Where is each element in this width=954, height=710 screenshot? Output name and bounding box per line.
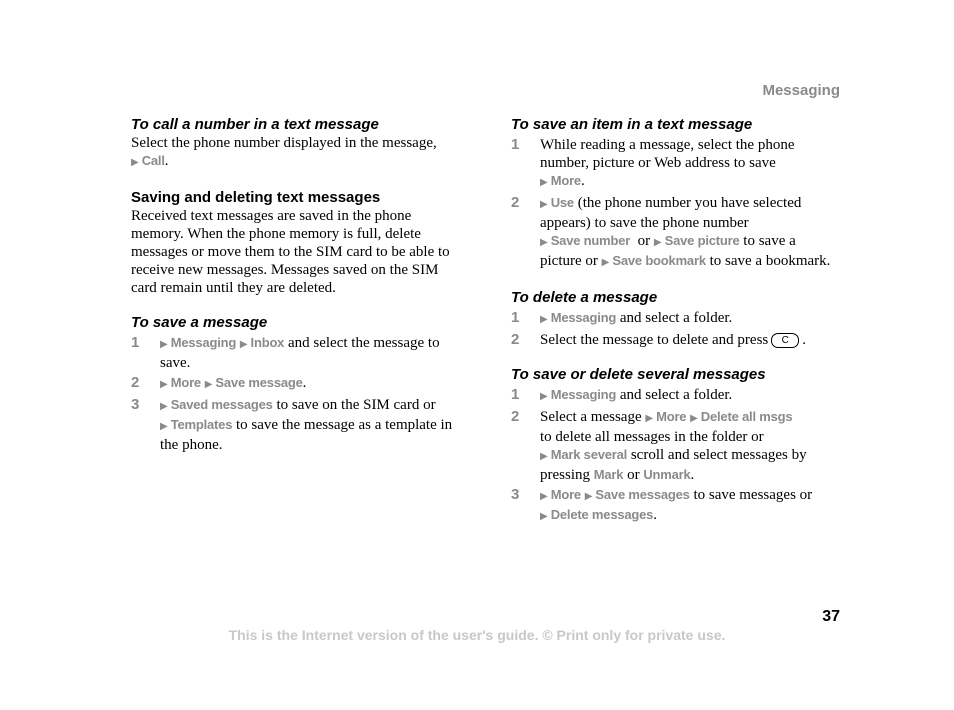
step-number: 2 (511, 331, 520, 348)
right-arrow-icon: ▶ (540, 199, 548, 210)
menu-key: Call (141, 153, 165, 168)
page-number: 37 (822, 608, 840, 625)
section-title: To call a number in a text message (131, 116, 379, 133)
right-arrow-icon: ▶ (131, 157, 139, 168)
menu-key: Save messages (595, 487, 690, 502)
menu-key: Use (550, 195, 574, 210)
right-column (511, 115, 841, 526)
section-title: To delete a message (511, 289, 658, 306)
step-number: 1 (131, 334, 140, 351)
step: 2 ▶ More ▶ Save message. (131, 374, 307, 391)
right-arrow-icon: ▶ (204, 379, 213, 390)
menu-key: More (550, 173, 581, 188)
menu-key: Templates (170, 417, 233, 432)
right-arrow-icon: ▶ (540, 237, 548, 248)
step: 1 ▶ Messaging and select a folder. (511, 309, 733, 326)
menu-key: Messaging (550, 387, 617, 402)
menu-key: Delete messages (550, 507, 654, 522)
right-arrow-icon: ▶ (540, 491, 548, 502)
paragraph: Select the phone number displayed in the message, ▶ Call. (131, 135, 437, 169)
step-number: 2 (511, 408, 520, 425)
menu-key: Mark (593, 467, 624, 482)
section-title: To save or delete several messages (511, 366, 766, 383)
step: 2 ▶ Use (the phone number you have selected appears) to save the phone number ▶ Save number or ▶ Save picture to save a picture or ▶ Save bookmark to save a bookmark. (511, 194, 831, 269)
step-number: 1 (511, 309, 520, 326)
menu-key: More (656, 409, 687, 424)
step: 1 ▶ Messaging and select a folder. (511, 386, 733, 403)
right-arrow-icon: ▶ (645, 413, 654, 424)
menu-key: Mark several (550, 447, 628, 462)
menu-key: Save picture (664, 233, 740, 248)
right-arrow-icon: ▶ (690, 413, 698, 424)
menu-key: Messaging (550, 310, 617, 325)
right-arrow-icon: ▶ (160, 339, 168, 350)
footer-notice: This is the Internet version of the user's guide. © Print only for private use. (228, 627, 726, 643)
running-header: Messaging (762, 82, 840, 99)
step-number: 2 (511, 194, 520, 211)
right-arrow-icon: ▶ (653, 237, 662, 248)
menu-key: Inbox (250, 335, 285, 350)
right-arrow-icon: ▶ (160, 379, 168, 390)
step-number: 2 (131, 374, 140, 391)
left-column (131, 115, 461, 454)
step-number: 1 (511, 136, 520, 153)
c-key-icon: C (771, 333, 799, 348)
right-arrow-icon: ▶ (584, 491, 593, 502)
menu-key: More (170, 375, 201, 390)
menu-key: Save number (550, 233, 631, 248)
paragraph: Received text messages are saved in the phone memory. When the phone memory is full, delete messages or move them to the SIM card to be able to receive new messages. Messages saved on the SIM card remain until they are deleted. (131, 208, 450, 296)
section-title: Saving and deleting text messages (131, 189, 381, 206)
right-arrow-icon: ▶ (540, 451, 548, 462)
right-arrow-icon: ▶ (540, 314, 548, 325)
right-arrow-icon: ▶ (160, 421, 168, 432)
right-arrow-icon: ▶ (540, 177, 548, 188)
menu-key: Unmark (643, 467, 691, 482)
menu-key: Delete all msgs (700, 409, 793, 424)
step-number: 3 (511, 486, 520, 503)
step-number: 1 (511, 386, 520, 403)
step: 3 ▶ Saved messages to save on the SIM card or ▶ Templates to save the message as a template in the phone. (131, 396, 453, 453)
right-arrow-icon: ▶ (540, 391, 548, 402)
menu-key: More (550, 487, 581, 502)
menu-key: Messaging (170, 335, 237, 350)
step: 3 ▶ More ▶ Save messages to save messages or ▶ Delete messages. (511, 486, 813, 523)
menu-key: Saved messages (170, 397, 273, 412)
right-arrow-icon: ▶ (160, 401, 168, 412)
step: 2 Select the message to delete and press C . (511, 331, 807, 348)
right-arrow-icon: ▶ (601, 257, 610, 268)
step: 1 While reading a message, select the phone number, picture or Web address to save ▶ More. (511, 136, 795, 189)
menu-key: Save message (215, 375, 303, 390)
section-title: To save a message (131, 314, 268, 331)
step: 1 ▶ Messaging ▶ Inbox and select the message to save. (131, 334, 440, 371)
right-arrow-icon: ▶ (239, 339, 248, 350)
section-title: To save an item in a text message (511, 116, 753, 133)
step-number: 3 (131, 396, 140, 413)
menu-key: Save bookmark (612, 253, 706, 268)
right-arrow-icon: ▶ (540, 511, 548, 522)
step: 2 Select a message ▶ More ▶ Delete all msgs to delete all messages in the folder or ▶ Mark several scroll and select messages by pressing Mark or Unmark. (511, 408, 807, 483)
